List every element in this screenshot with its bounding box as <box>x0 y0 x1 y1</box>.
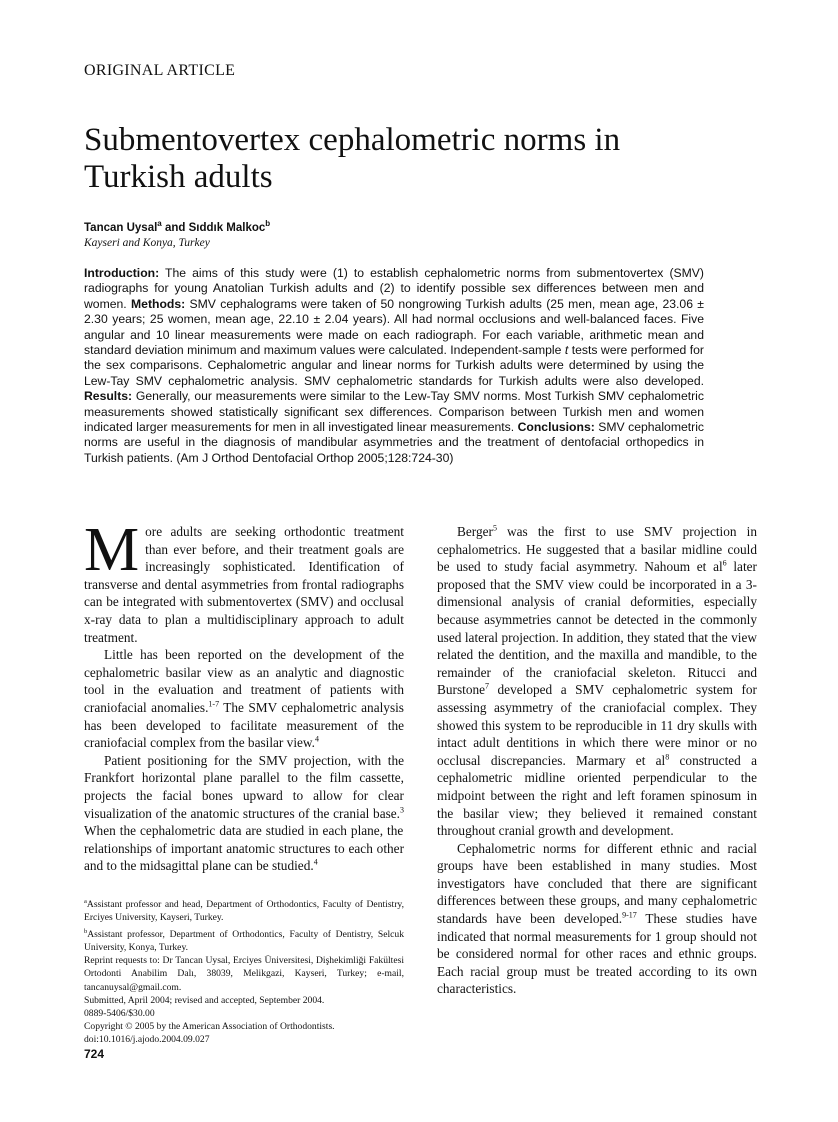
body-column-right <box>437 523 757 998</box>
text-run: Assistant professor, Department of Orthodontics, Faculty of Dentistry, Selcuk University, Konya, Turkey. <box>84 928 404 953</box>
text-run: Submitted, April 2004; revised and accepted, September 2004. <box>84 994 325 1006</box>
footnote-line <box>84 895 404 925</box>
citation-superscript: 9-17 <box>622 910 637 920</box>
footnote-line <box>84 1033 404 1046</box>
footnote-line <box>84 925 404 955</box>
text-run: Reprint requests to: Dr Tancan Uysal, Erciyes Üniversitesi, Dişhekimliği Fakültesi Ortodonti Anabilim Dalı, 38039, Melikgazi, Kayseri, Turkey; e-mail, tancanuysal@gmail.com. <box>84 955 404 993</box>
text-run: Generally, our measurements were similar to the Lew-Tay SMV norms. Most Turkish SMV cephalometric measurements showed statistically significant sex differences. Comparison between Turkish men and women indicated larger measurements for men in all investigated linear measurements. <box>84 389 704 435</box>
body-column-left <box>84 516 404 875</box>
text-run: developed a SMV cephalometric system for assessing asymmetry of the craniofacial complex. They showed this system to be reproducible in 11 dry skulls with intact adult dentitions in which there were minor or no occlusal discrepancies. Marmary et al <box>437 682 757 768</box>
page-number: 724 <box>84 1047 105 1061</box>
citation-superscript: 5 <box>492 523 497 533</box>
author-affiliation-mark: a <box>157 219 162 228</box>
citation-superscript: 4 <box>313 857 318 867</box>
italic-run: t <box>564 343 569 358</box>
body-paragraph <box>437 840 757 998</box>
citation-superscript: 8 <box>665 752 670 762</box>
text-run: ore adults are seeking orthodontic treatment than ever before, and their treatment goals are increasingly sophisticated. Identification of transverse and dental asymmetries from frontal radiographs can be integrated with submentovertex (SMV) and occlusal x-ray data to plan a multidisciplinary approach to adult treatment. <box>84 524 404 645</box>
article-type-label: ORIGINAL ARTICLE <box>84 62 236 79</box>
text-run: Little has been reported on the development of the cephalometric basilar view as an analytic and diagnostic tool in the evaluation and treatment of patients with craniofacial anomalies. <box>84 647 404 715</box>
footnote-line <box>84 1007 404 1020</box>
footnotes <box>84 895 404 1047</box>
footnote-line <box>84 994 404 1007</box>
footnote-line <box>84 954 404 994</box>
citation-superscript: 1-7 <box>208 699 220 709</box>
text-run: was the first to use SMV projection in cephalometrics. He suggested that a basilar midline could be used to study facial asymmetry. Nahoum et al <box>437 524 757 575</box>
text-run: constructed a cephalometric midline oriented perpendicular to the midpoint between the right and left foramen spinosum in the basilar view; they believed it remained constant throughout cranial growth and development. <box>437 752 757 839</box>
abstract <box>84 266 704 466</box>
citation-superscript: 7 <box>485 681 490 691</box>
body-paragraph <box>84 516 404 646</box>
article-title: Submentovertex cephalometric norms in Turkish adults <box>84 122 621 195</box>
citation-superscript: a <box>84 898 87 905</box>
citation-superscript: b <box>84 927 88 935</box>
text-run: SMV cephalometric norms are useful in the diagnosis of mandibular asymmetries and the treatment of dentofacial orthopedics in Turkish patients. (Am J Orthod Dentofacial Orthop 2005;128:724-30) <box>84 420 704 465</box>
body-paragraph <box>437 523 757 840</box>
text-run: Assistant professor and head, Department of Orthodontics, Faculty of Dentistry, Erciyes University, Kayseri, Turkey. <box>84 899 404 924</box>
text-run: later proposed that the SMV view could be incorporated in a 3-dimensional analysis of cranial deformities, especially because asymmetries cannot be detected in the commonly used lateral projection. In addition, they stated that the view related the dentition, and the maxilla and mandible, to the remainder of the craniofacial skeleton. Ritucci and Burstone <box>437 559 757 698</box>
author-name: Sıddık Malkoc <box>188 221 266 234</box>
footnote-line <box>84 1020 404 1033</box>
text-run: The SMV cephalometric analysis has been developed to facilitate measurement of the craniofacial complex from the basilar view. <box>84 699 404 751</box>
abstract-section-heading: Methods: <box>131 296 186 311</box>
drop-cap: M <box>84 516 140 584</box>
author-affiliation-mark: b <box>265 219 271 228</box>
body-paragraph <box>84 752 404 875</box>
author-separator: and <box>161 221 189 234</box>
author-location: Kayseri and Konya, Turkey <box>84 237 210 249</box>
text-run: 0889-5406/$30.00 <box>84 1008 155 1019</box>
citation-superscript: 4 <box>315 734 319 744</box>
text-run: These studies have indicated that normal measurements for 1 group should not be considered normal for other races and ethnic groups. Each racial group must be treated according to its own characteristics. <box>437 911 757 997</box>
text-run: Cephalometric norms for different ethnic and racial groups have been established in many studies. Most investigators have concluded that there are significant differences between these groups, and many cephalometric standards have been developed. <box>437 840 757 927</box>
citation-superscript: 6 <box>722 558 727 568</box>
text-run: The aims of this study were (1) to establish cephalometric norms from submentovertex (SMV) radiographs for young Anatolian Turkish adults and (2) to identify possible sex differences between men and women. <box>84 266 704 311</box>
text-run: Berger <box>457 524 493 539</box>
abstract-section-heading: Conclusions: <box>517 420 595 435</box>
citation-superscript: 3 <box>400 805 404 815</box>
abstract-section-heading: Results: <box>84 389 133 404</box>
author-list <box>84 219 270 234</box>
author-name: Tancan Uysal <box>84 221 158 234</box>
body-paragraph <box>84 646 404 752</box>
text-run: doi:10.1016/j.ajodo.2004.09.027 <box>84 1034 210 1046</box>
text-run: SMV cephalograms were taken of 50 nongrowing Turkish adults (25 men, mean age, 23.06 ± 2.30 years; 25 women, mean age, 22.10 ± 2.04 years). All had normal occlusions and well-balanced faces. Five angular and 10 linear measurements were made on each radiograph. For each variable, arithmetic mean and standard deviation minimum and maximum values were calculated. Independent-sample <box>84 296 704 358</box>
abstract-section-heading: Introduction: <box>84 266 160 280</box>
text-run: When the cephalometric data are studied in each plane, the relationships of important anatomic structures to each other and to the midsagittal plane can be studied. <box>84 823 404 874</box>
text-run: Patient positioning for the SMV projection, with the Frankfort horizontal plane parallel to the film cassette, projects the facial bones upward to allow for clear visualization of the anatomic structures of the cranial base. <box>84 752 404 821</box>
text-run: tests were performed for the sex comparisons. Cephalometric angular and linear norms for Turkish adults were determined by using the Lew-Tay SMV cephalometric analysis. SMV cephalometric standards for Turkish adults were also developed. <box>84 343 704 388</box>
text-run: Copyright © 2005 by the American Association of Orthodontists. <box>84 1021 335 1033</box>
